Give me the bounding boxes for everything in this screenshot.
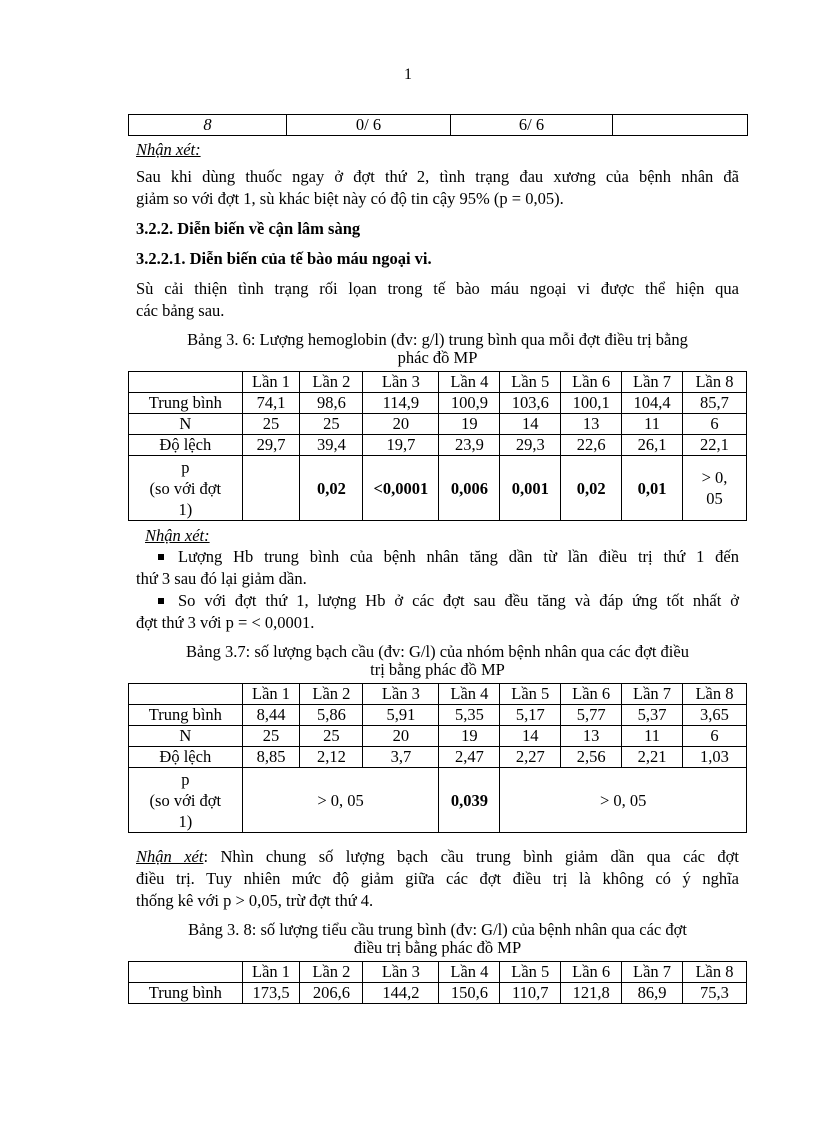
table-cell: 8 xyxy=(129,115,287,136)
table-cell: 2,47 xyxy=(439,747,500,768)
header-cell: Lần 3 xyxy=(363,684,439,705)
table-cell: 29,7 xyxy=(242,435,300,456)
hemoglobin-table xyxy=(128,371,747,521)
table-cell: 0,02 xyxy=(300,456,363,521)
table-cell: 23,9 xyxy=(439,435,500,456)
subsection-heading: 3.2.2.1. Diễn biến của tế bào máu ngoại vi. xyxy=(136,249,432,268)
table-cell: 25 xyxy=(300,414,363,435)
p-value-row xyxy=(129,456,747,521)
table-cell: 22,1 xyxy=(682,435,746,456)
table-cell: 0,01 xyxy=(622,456,683,521)
table-cell: 85,7 xyxy=(682,393,746,414)
header-cell: Lần 8 xyxy=(682,962,746,983)
row-label: p (so với đợt 1) xyxy=(129,768,243,833)
table-cell: 19 xyxy=(439,726,500,747)
header-cell: Lần 7 xyxy=(622,372,683,393)
table-cell: 98,6 xyxy=(300,393,363,414)
table-cell: 20 xyxy=(363,726,439,747)
table-cell: 5,37 xyxy=(622,705,683,726)
table-caption: Bảng 3. 8: số lượng tiểu cầu trung bình (đv: G/l) của bệnh nhân qua các đợt điều trị bằng phác đồ MP xyxy=(188,920,687,957)
table-cell: 3,7 xyxy=(363,747,439,768)
bullet-item: So với đợt thứ 1, lượng Hb ở các đợt sau đều tăng và đáp ứng tốt nhất ở đợt thứ 3 với p = < 0,0001. xyxy=(136,591,739,632)
table-cell: 0,02 xyxy=(561,456,622,521)
table-cell: 0,006 xyxy=(439,456,500,521)
header-cell xyxy=(129,684,243,705)
table-cell: 29,3 xyxy=(500,435,561,456)
table-cell: 19 xyxy=(439,414,500,435)
table-cell: 13 xyxy=(561,726,622,747)
header-cell: Lần 2 xyxy=(300,962,363,983)
header-cell xyxy=(129,962,243,983)
table-header-row xyxy=(129,962,747,983)
table-cell: 14 xyxy=(500,726,561,747)
table-cell: 100,9 xyxy=(439,393,500,414)
table-cell: 1,03 xyxy=(682,747,746,768)
row-label: Trung bình xyxy=(129,705,243,726)
row-label: Trung bình xyxy=(129,393,243,414)
table-header-row xyxy=(129,684,747,705)
table-cell: 20 xyxy=(363,414,439,435)
table-caption: Bảng 3. 6: Lượng hemoglobin (đv: g/l) trung bình qua mỗi đợt điều trị bằng phác đồ MP xyxy=(187,330,688,367)
bullet-item: Lượng Hb trung bình của bệnh nhân tăng dần từ lần điều trị thứ 1 đến thứ 3 sau đó lại giảm dần. xyxy=(136,547,739,588)
table-cell: 74,1 xyxy=(242,393,300,414)
platelet-table xyxy=(128,961,747,1004)
table-row xyxy=(129,747,747,768)
table-row xyxy=(129,393,747,414)
table-cell: 6/ 6 xyxy=(451,115,613,136)
section-heading: 3.2.2. Diễn biến về cận lâm sàng xyxy=(136,219,361,238)
table-cell: 6 xyxy=(682,414,746,435)
header-cell: Lần 2 xyxy=(300,372,363,393)
table-cell: 5,35 xyxy=(439,705,500,726)
table-cell: 6 xyxy=(682,726,746,747)
header-cell: Lần 5 xyxy=(500,684,561,705)
table-cell: 25 xyxy=(300,726,363,747)
header-cell: Lần 7 xyxy=(622,684,683,705)
table-row xyxy=(129,705,747,726)
table-cell: 121,8 xyxy=(561,983,622,1004)
table-cell: 2,56 xyxy=(561,747,622,768)
table-cell: > 0, 05 xyxy=(500,768,747,833)
row-label: p (so với đợt 1) xyxy=(129,456,243,521)
table-cell: 22,6 xyxy=(561,435,622,456)
header-cell xyxy=(129,372,243,393)
table-cell: > 0, 05 xyxy=(682,456,746,521)
remark-paragraph: Sau khi dùng thuốc ngay ở đợt thứ 2, tình trạng đau xương của bệnh nhân đã giảm so với đợt 1, sù khác biệt này có độ tin cậy 95% (p = 0,05). xyxy=(136,167,739,208)
table-cell: 5,86 xyxy=(300,705,363,726)
table-cell: 75,3 xyxy=(682,983,746,1004)
header-cell: Lần 4 xyxy=(439,962,500,983)
row-label: Độ lệch xyxy=(129,747,243,768)
header-cell: Lần 6 xyxy=(561,372,622,393)
table-cell: 25 xyxy=(242,726,300,747)
header-cell: Lần 7 xyxy=(622,962,683,983)
table-cell: 150,6 xyxy=(439,983,500,1004)
header-cell: Lần 5 xyxy=(500,372,561,393)
table-cell: 3,65 xyxy=(682,705,746,726)
table-cell: 206,6 xyxy=(300,983,363,1004)
table-cell: > 0, 05 xyxy=(242,768,439,833)
table-caption: Bảng 3.7: số lượng bạch cầu (đv: G/l) của nhóm bệnh nhân qua các đợt điều trị bằng phác đồ MP xyxy=(186,642,689,679)
table-cell: 5,77 xyxy=(561,705,622,726)
table-cell: 110,7 xyxy=(500,983,561,1004)
header-cell: Lần 3 xyxy=(363,962,439,983)
table-cell: 5,17 xyxy=(500,705,561,726)
table-cell: 5,91 xyxy=(363,705,439,726)
table-row xyxy=(129,115,748,136)
bullet-icon xyxy=(158,598,164,604)
table-row xyxy=(129,726,747,747)
table-cell: 114,9 xyxy=(363,393,439,414)
table-cell: 0/ 6 xyxy=(287,115,451,136)
table-cell: 39,4 xyxy=(300,435,363,456)
table-cell xyxy=(613,115,748,136)
header-cell: Lần 1 xyxy=(242,962,300,983)
header-cell: Lần 1 xyxy=(242,684,300,705)
table-cell: 13 xyxy=(561,414,622,435)
table-cell: 104,4 xyxy=(622,393,683,414)
header-cell: Lần 5 xyxy=(500,962,561,983)
header-cell: Lần 8 xyxy=(682,372,746,393)
row-label: N xyxy=(129,414,243,435)
remark-paragraph: Nhận xét: Nhìn chung số lượng bạch cầu trung bình giảm dần qua các đợt điều trị. Tuy nhiên mức độ giảm giữa các đợt điều trị là không có ý nghĩa thống kê với p > 0,05, trừ đợt thứ 4. xyxy=(136,847,739,910)
intro-paragraph: Sù cải thiện tình trạng rối lọan trong tế bào máu ngoại vi được thể hiện qua các bảng sau. xyxy=(136,279,739,320)
header-cell: Lần 8 xyxy=(682,684,746,705)
table-cell: 0,039 xyxy=(439,768,500,833)
table-cell: 26,1 xyxy=(622,435,683,456)
table-cell: 144,2 xyxy=(363,983,439,1004)
table-cell: 2,27 xyxy=(500,747,561,768)
header-cell: Lần 4 xyxy=(439,684,500,705)
top-table xyxy=(128,114,748,136)
table-cell: 173,5 xyxy=(242,983,300,1004)
p-value-row xyxy=(129,768,747,833)
table-cell: 2,12 xyxy=(300,747,363,768)
table-row xyxy=(129,414,747,435)
remark-label: Nhận xét: xyxy=(145,526,210,545)
table-row xyxy=(129,983,747,1004)
table-cell: 86,9 xyxy=(622,983,683,1004)
remark-label: Nhận xét: xyxy=(136,140,201,159)
page-number: 1 xyxy=(404,66,412,83)
bullet-icon xyxy=(158,554,164,560)
table-cell: 25 xyxy=(242,414,300,435)
header-cell: Lần 2 xyxy=(300,684,363,705)
table-cell: 14 xyxy=(500,414,561,435)
header-cell: Lần 1 xyxy=(242,372,300,393)
table-cell: 0,001 xyxy=(500,456,561,521)
row-label: N xyxy=(129,726,243,747)
table-cell: 103,6 xyxy=(500,393,561,414)
table-cell: 11 xyxy=(622,726,683,747)
table-cell: 8,44 xyxy=(242,705,300,726)
row-label: Trung bình xyxy=(129,983,243,1004)
table-cell xyxy=(242,456,300,521)
header-cell: Lần 6 xyxy=(561,962,622,983)
header-cell: Lần 6 xyxy=(561,684,622,705)
row-label: Độ lệch xyxy=(129,435,243,456)
table-cell: 2,21 xyxy=(622,747,683,768)
table-cell: 11 xyxy=(622,414,683,435)
header-cell: Lần 3 xyxy=(363,372,439,393)
white-cell-table xyxy=(128,683,747,833)
header-cell: Lần 4 xyxy=(439,372,500,393)
table-row xyxy=(129,435,747,456)
table-cell: 19,7 xyxy=(363,435,439,456)
table-cell: 100,1 xyxy=(561,393,622,414)
table-header-row xyxy=(129,372,747,393)
table-cell: 8,85 xyxy=(242,747,300,768)
table-cell: <0,0001 xyxy=(363,456,439,521)
